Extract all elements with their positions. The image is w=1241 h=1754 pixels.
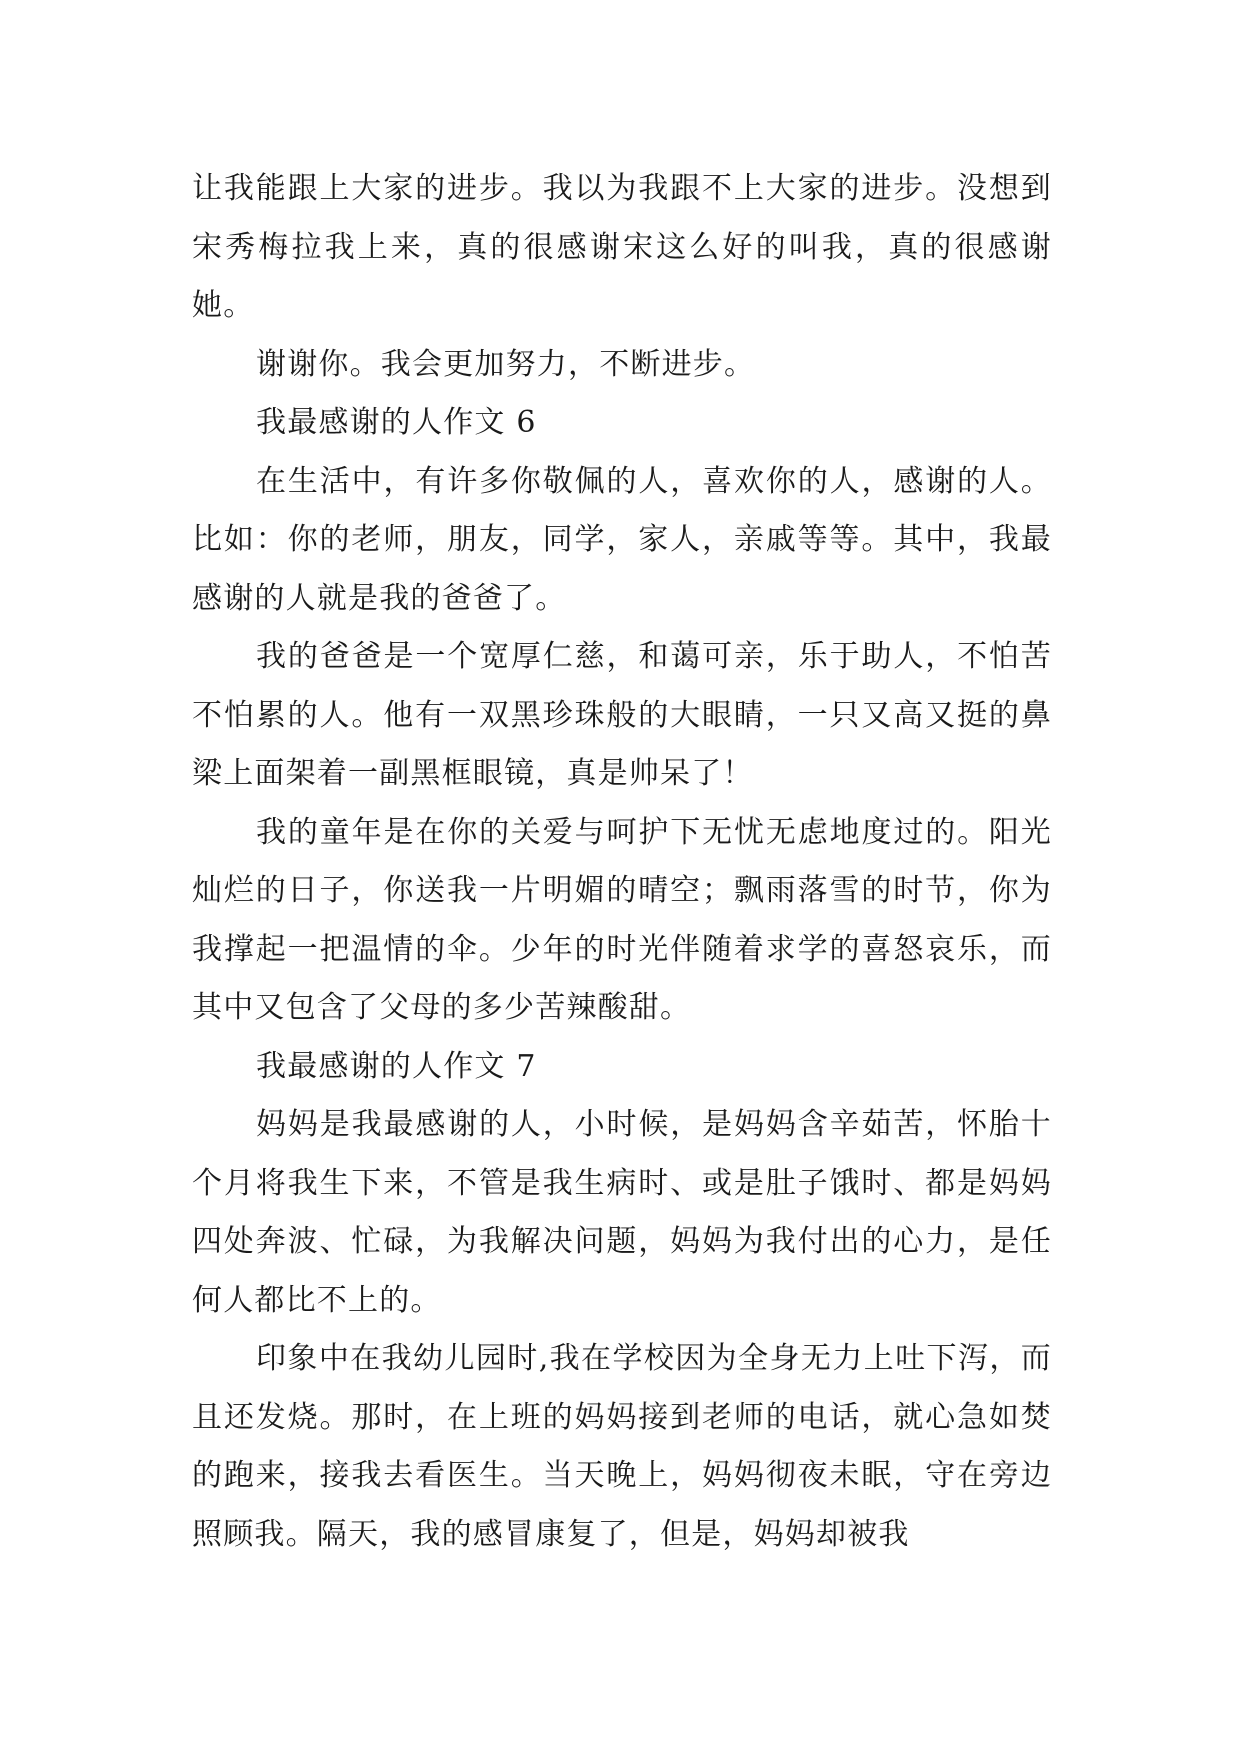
paragraph-continuation: 让我能跟上大家的进步。我以为我跟不上大家的进步。没想到宋秀梅拉我上来，真的很感谢宋这么好的叫我，真的很感谢她。 xyxy=(192,171,1052,323)
paragraph: 妈妈是我最感谢的人，小时候，是妈妈含辛茹苦，怀胎十个月将我生下来，不管是我生病时、或是肚子饿时、都是妈妈四处奔波、忙碌，为我解决问题，妈妈为我付出的心力，是任何人都比不上的。 xyxy=(192,1107,1052,1318)
paragraph: 印象中在我幼儿园时,我在学校因为全身无力上吐下泻，而且还发烧。那时，在上班的妈妈接到老师的电话，就心急如焚的跑来，接我去看医生。当天晚上，妈妈彻夜未眠，守在旁边照顾我。隔天，我的感冒康复了，但是，妈妈却被我 xyxy=(192,1341,1052,1552)
section-heading: 我最感谢的人作文 7 xyxy=(256,1048,537,1084)
paragraph: 我的爸爸是一个宽厚仁慈，和蔼可亲，乐于助人，不怕苦不怕累的人。他有一双黑珍珠般的大眼睛，一只又高又挺的鼻梁上面架着一副黑框眼镜，真是帅呆了！ xyxy=(192,639,1052,791)
section-heading: 我最感谢的人作文 6 xyxy=(256,405,537,440)
paragraph: 我的童年是在你的关爱与呵护下无忧无虑地度过的。阳光灿烂的日子，你送我一片明媚的晴空；飘雨落雪的时节，你为我撑起一把温情的伞。少年的时光伴随着求学的喜怒哀乐，而其中又包含了父母的多少苦辣酸甜。 xyxy=(192,814,1052,1025)
paragraph: 在生活中，有许多你敬佩的人，喜欢你的人，感谢的人。比如：你的老师，朋友，同学，家人，亲戚等等。其中，我最感谢的人就是我的爸爸了。 xyxy=(192,463,1052,616)
paragraph: 谢谢你。我会更加努力，不断进步。 xyxy=(256,346,756,382)
document-body xyxy=(192,160,1052,1564)
